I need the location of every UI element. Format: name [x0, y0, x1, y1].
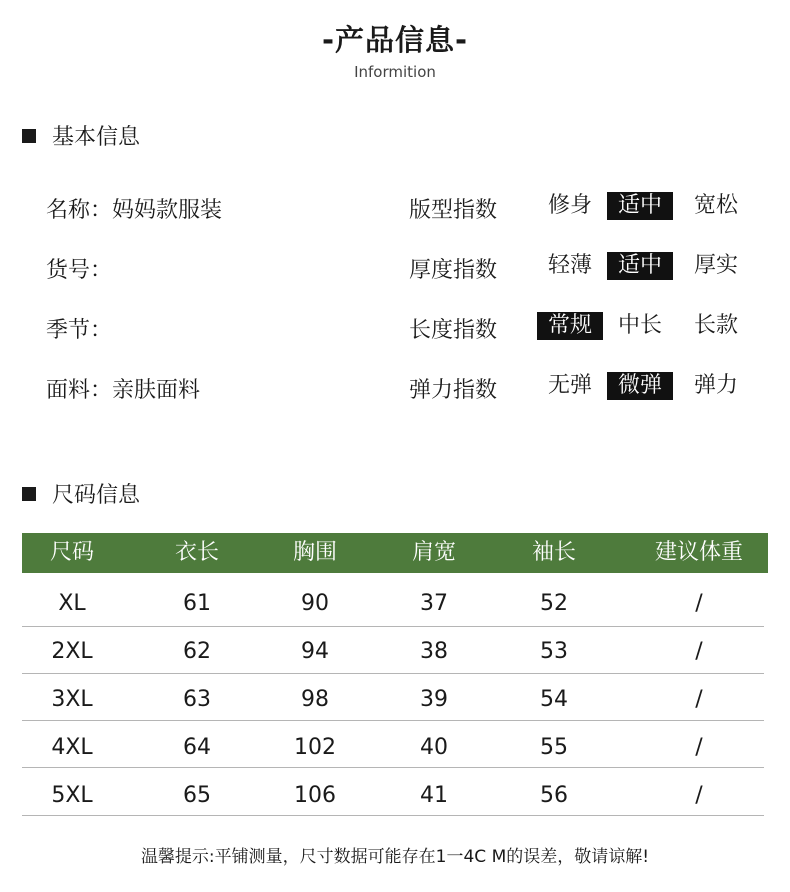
table-cell: 90	[301, 591, 329, 616]
field-value: 妈妈款服装	[112, 198, 223, 223]
row-divider	[22, 767, 764, 768]
attribute-option-selected: 适中	[607, 252, 673, 280]
table-cell: 53	[540, 639, 568, 664]
attribute-option: 厚实	[693, 253, 738, 278]
table-cell: 52	[540, 591, 568, 616]
size-info-heading	[22, 478, 140, 509]
table-cell: 2XL	[51, 639, 93, 664]
page-title: -产品信息-	[321, 23, 469, 57]
attribute-option-selected: 微弹	[607, 372, 673, 400]
column-header: 胸围	[292, 540, 337, 565]
table-cell: 62	[183, 639, 211, 664]
table-cell: 56	[540, 783, 568, 808]
table-cell: 106	[294, 783, 336, 808]
attribute-option: 轻薄	[547, 253, 592, 278]
table-cell: 41	[420, 783, 448, 808]
column-header: 建议体重	[654, 540, 743, 565]
column-header: 衣长	[174, 540, 219, 565]
measurement-note: 温馨提示:平铺测量，尺寸数据可能存在1一4C M的误差，敬请谅解!	[140, 847, 650, 867]
row-divider	[22, 626, 764, 627]
table-cell: 4XL	[51, 735, 93, 760]
table-cell: 55	[540, 735, 568, 760]
size-info-heading-label: 尺码信息	[52, 483, 141, 508]
field-value: 亲肤面料	[112, 378, 201, 403]
attribute-option: 长款	[693, 313, 738, 338]
field-label: 面料：	[46, 378, 113, 403]
field-3	[46, 373, 200, 404]
table-cell: 64	[183, 735, 211, 760]
column-header: 尺码	[49, 540, 94, 565]
table-cell: /	[695, 639, 703, 664]
attribute-option: 修身	[547, 193, 592, 218]
attribute-name: 版型指数	[409, 198, 498, 223]
row-divider	[22, 720, 764, 721]
column-header: 肩宽	[411, 540, 456, 565]
attribute-option: 无弹	[547, 373, 592, 398]
attribute-option-selected: 常规	[537, 312, 603, 340]
table-cell: /	[695, 687, 703, 712]
table-cell: 65	[183, 783, 211, 808]
page-subtitle: Informition	[354, 63, 436, 81]
row-divider	[22, 673, 764, 674]
table-cell: /	[695, 591, 703, 616]
table-cell: 98	[301, 687, 329, 712]
field-1	[46, 253, 112, 284]
attribute-name: 长度指数	[409, 318, 498, 343]
table-cell: 94	[301, 639, 329, 664]
attribute-name: 厚度指数	[409, 258, 498, 283]
table-cell: /	[695, 735, 703, 760]
table-cell: 39	[420, 687, 448, 712]
table-cell: 5XL	[51, 783, 93, 808]
table-cell: XL	[58, 591, 86, 616]
table-cell: 40	[420, 735, 448, 760]
basic-info-heading-label: 基本信息	[52, 125, 141, 150]
column-header: 袖长	[531, 540, 576, 565]
attribute-name: 弹力指数	[409, 378, 498, 403]
attribute-option: 弹力	[693, 373, 738, 398]
table-cell: 61	[183, 591, 211, 616]
attribute-option: 宽松	[693, 193, 738, 218]
square-bullet-icon	[22, 487, 36, 501]
table-cell: /	[695, 783, 703, 808]
table-cell: 54	[540, 687, 568, 712]
row-divider	[22, 815, 764, 816]
field-label: 名称：	[46, 198, 113, 223]
table-cell: 63	[183, 687, 211, 712]
field-2	[46, 313, 112, 344]
basic-info-heading	[22, 120, 140, 151]
size-table-header	[22, 533, 768, 573]
table-cell: 102	[294, 735, 336, 760]
field-label: 季节：	[46, 318, 113, 343]
attribute-option-selected: 适中	[607, 192, 673, 220]
field-0	[46, 193, 222, 224]
field-label: 货号：	[46, 258, 113, 283]
table-cell: 37	[420, 591, 448, 616]
square-bullet-icon	[22, 129, 36, 143]
table-cell: 3XL	[51, 687, 93, 712]
table-cell: 38	[420, 639, 448, 664]
attribute-option: 中长	[617, 313, 662, 338]
